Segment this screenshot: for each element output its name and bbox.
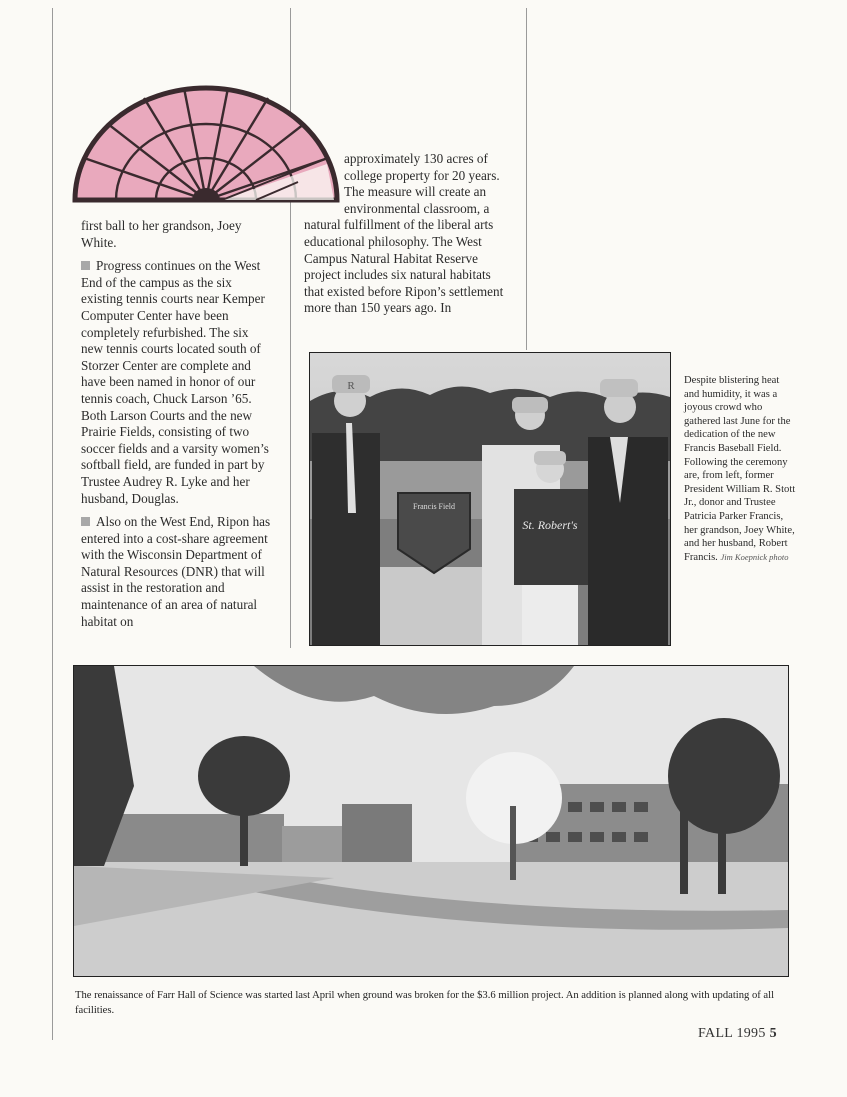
square-bullet-icon xyxy=(81,261,90,270)
left-column xyxy=(81,218,273,630)
farr-hall-photo xyxy=(73,665,789,977)
farr-hall-photo-image xyxy=(74,666,788,976)
paragraph-2-text: Also on the West End, Ripon has entered into a cost-share agreement with the Wisconsin Department of Natural Resources (DNR) that will assist in the restoration and maintenance of an area of natural habitat on xyxy=(81,514,271,629)
cap-letter: R xyxy=(347,380,355,392)
left-margin-rule xyxy=(52,8,53,1040)
ceremony-photo xyxy=(309,352,671,646)
square-bullet-icon xyxy=(81,517,90,526)
paragraph-1-text: Progress continues on the West End of the campus as the six existing tennis courts near Kemper Computer Center have been completely refurbished. The six new tennis courts located south of Storzer Center are complete and have been named in honor of our tennis coach, Chuck Larson ’65. Both Larson Courts and the new Prairie Fields, consisting of two soccer fields and a varsity women’s softball field, are funded in part by Trustee Audrey R. Lyke and her husband, Douglas. xyxy=(81,258,269,506)
ceremony-photo-image xyxy=(310,353,670,645)
fan-window-ornament xyxy=(72,82,340,204)
ceremony-photo-caption xyxy=(684,374,796,564)
page-folio xyxy=(698,1026,777,1042)
middle-column-text: approximately 130 acres of college property for 20 years. The measure will create an environmental classroom, a natural fulfillment of the liberal arts educational philosophy. The West Campus Natural Habitat Reserve project includes six natural habitats that existed before Ripon’s settlement more than 150 years ago. In xyxy=(304,151,504,316)
photo-credit: Jim Koepnick photo xyxy=(720,551,789,562)
issue-label: FALL 1995 xyxy=(698,1026,766,1041)
jersey-text: St. Robert's xyxy=(522,518,578,532)
ceremony-caption-text: Despite blistering heat and humidity, it was a joyous crowd who gathered last June for the dedication of the new Francis Baseball Field. Following the ceremony are, from left, former President William R. Stott Jr., donor and Trustee Patricia Parker Francis, her grandson, Joey White, and her husband, Robert Francis. xyxy=(684,375,796,563)
middle-column xyxy=(304,151,510,317)
plaque-title: Francis Field xyxy=(413,502,455,511)
left-column-paragraph-2 xyxy=(81,514,273,630)
column-rule-2 xyxy=(526,8,527,350)
page-number: 5 xyxy=(769,1026,777,1041)
farr-hall-caption: The renaissance of Farr Hall of Science was started last April when ground was broken for the $3.6 million project. An addition is planned along with updating of all facilities. xyxy=(75,990,775,1017)
left-column-intro: first ball to her grandson, Joey White. xyxy=(81,218,242,250)
left-column-paragraph-1 xyxy=(81,258,273,507)
